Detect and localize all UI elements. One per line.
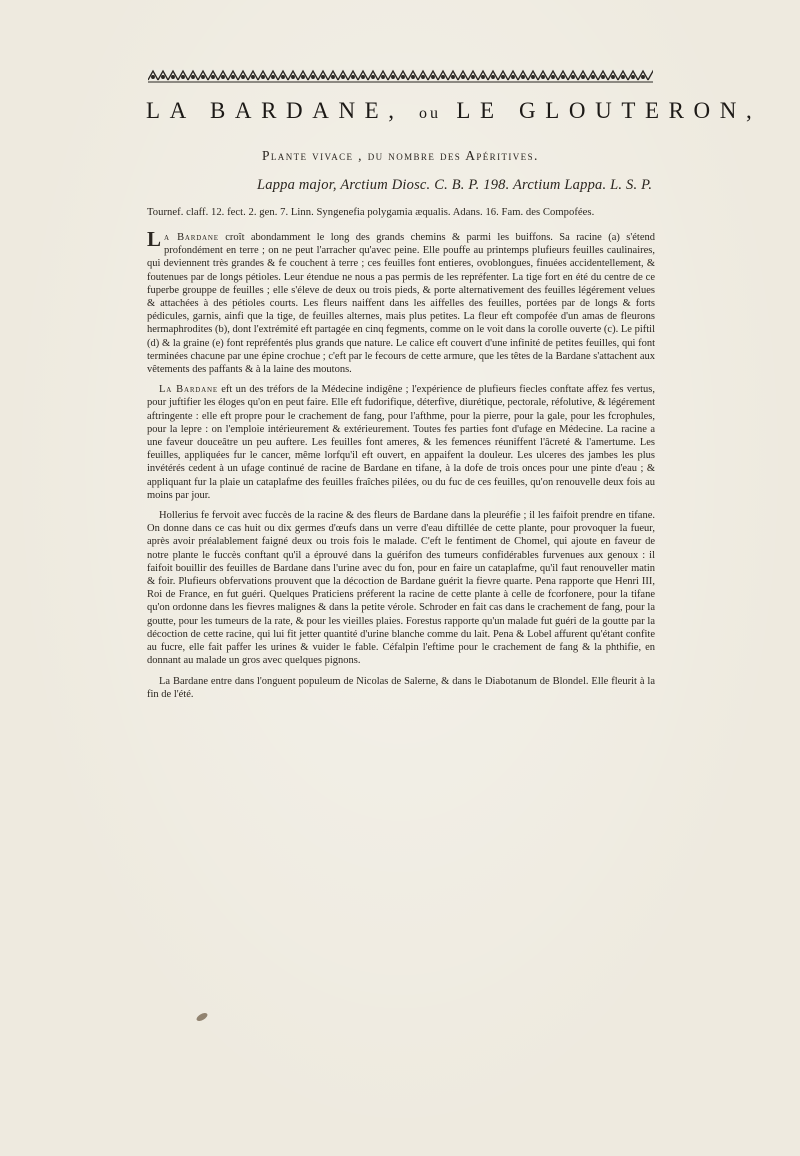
ornament-dot — [502, 76, 505, 79]
ornament-dot — [352, 76, 355, 79]
ornament-dot — [212, 76, 215, 79]
ornament-dot — [412, 76, 415, 79]
ornament-dot — [202, 76, 205, 79]
ornament-dot — [562, 76, 565, 79]
ornament-dot — [292, 76, 295, 79]
ornament-dot — [232, 76, 235, 79]
page-subtitle: Plante vivace , du nombre des Apéritives. — [262, 148, 539, 163]
ink-stain — [195, 1011, 208, 1022]
ornament-dot — [282, 76, 285, 79]
ornament-dot — [572, 76, 575, 79]
ornament-dot — [642, 76, 645, 79]
ornament-dot — [372, 76, 375, 79]
ornament-dot — [592, 76, 595, 79]
paragraph-1-lead: a Bardane — [164, 232, 219, 243]
ornament-dot — [602, 76, 605, 79]
classification-line: Tournef. claff. 12. fect. 2. gen. 7. Linn. Syngenefia polygamia æqualis. Adans. 16. Fam. des Compofées. — [147, 207, 595, 218]
ornament-dot — [632, 76, 635, 79]
title-main: LA BARDANE, — [146, 98, 404, 123]
ornament-dot — [272, 76, 275, 79]
ornament-dot — [362, 76, 365, 79]
ornament-band — [148, 69, 653, 83]
ornament-dot — [312, 76, 315, 79]
ornament-dot — [322, 76, 325, 79]
ornament-dot — [472, 76, 475, 79]
ornament-dot — [542, 76, 545, 79]
ornament-dot — [342, 76, 345, 79]
ornament-dot — [182, 76, 185, 79]
ornament-dot — [152, 76, 155, 79]
ornament-dot — [462, 76, 465, 79]
paragraph-3: Hollerius fe fervoit avec fuccès de la racine & des fleurs de Bardane dans la pleuréfie ; il les faifoit prendre en tifane. On donne dans ce cas huit ou dix germes d'œufs dans un verre d'eau diftillée de cette plante, pour provoquer la fueur, après avoir préalablement faigné deux ou trois fois le malade. C'eft le fentiment de Chomel, qui ajoute en faveur de notre plante le fuccès conftant qu'il a éprouvé dans la guérifon des tumeurs confidérables furvenues aux genoux : il faifoit bouillir des feuilles de Bardane dans l'urine avec du fon, pour en faire un cataplafme, qu'il faut renouveller matin & foir. Plufieurs obfervations prouvent que la décoction de Bardane guérit la fievre quarte. Pena rapporte que Henri III, Roi de France, en fut guéri. Quelques Praticiens préferent la racine de cette plante à celle de fcorfonere, pour la tifane qu'on ordonne dans les fievres malignes & dans la petite vérole. Schroder en fait cas dans le crachement de fang, pour la goutte, pour les tumeurs de la rate, & pour les vieilles plaies. Forestus rapporte qu'un malade fut guéri de la goutte par la décoction de cette racine, qui lui fit jetter quantité d'urine blanche comme du lait. Pena & Lobel affurent qu'étant confite au fucre, elle fait paffer les urines & vuider le fable. Céfalpin l'eftime pour le crachement de fang & la phthifie, en donnant au malade un gros avec quelques pignons. — [147, 510, 655, 667]
drop-cap: L — [147, 227, 162, 251]
ornament-dot — [512, 76, 515, 79]
ornament-dot — [382, 76, 385, 79]
ornament-dot — [492, 76, 495, 79]
ornament-dot — [392, 76, 395, 79]
body-text — [147, 227, 656, 708]
ornament-dot — [192, 76, 195, 79]
page-title — [146, 98, 762, 124]
ornament-dot — [432, 76, 435, 79]
ornament-dot — [422, 76, 425, 79]
ornament-dot — [522, 76, 525, 79]
ornament-dot — [452, 76, 455, 79]
paragraph-1 — [147, 227, 655, 376]
ornament-dot — [582, 76, 585, 79]
paragraph-2 — [147, 383, 655, 502]
ornament-dot — [172, 76, 175, 79]
ornament-dot — [332, 76, 335, 79]
ornament-dot — [252, 76, 255, 79]
ornament-dot — [532, 76, 535, 79]
ornament-dot — [402, 76, 405, 79]
ornament-dot — [162, 76, 165, 79]
ornament-dot — [552, 76, 555, 79]
paragraph-2-lead: La Bardane — [159, 384, 218, 396]
title-ou: ou — [419, 105, 442, 122]
ornament-dot — [262, 76, 265, 79]
paragraph-2-text: eft un des tréfors de la Médecine indigêne ; l'expérience de plufieurs fiecles conftate affez fes vertus, pour juftifier les éloges qu'on en peut faire. Elle eft fudorifique, déterfive, diurétique, pectorale, réfolutive, & légérement aftringente : elle eft propre pour le crachement de fang, pour l'afthme, pour la pierre, pour la gale, pour les fcrophules, pour la lepre : on l'emploie intérieurement & extérieurement. Toutes fes parties font d'ufage en Médecine. La racine a une faveur douceâtre un peu auftere. Les feuilles font ameres, & les femences réuniffent l'âcreté & l'amertume. Les feuilles, appliquées fur le cancer, même lorfqu'il eft ouvert, en appaifent la douleur. Les ulceres des jambes les plus invétérés cedent à un ufage continué de racine de Bardane en tifane, à la dofe de trois onces pour une pinte d'eau ; & appliquant fur la plaie un cataplafme des feuilles fraîches pilées, ou du fuc de ces feuilles, qu'on renouvelle deux fois au moins par jour. — [147, 384, 656, 501]
title-second: LE GLOUTERON, — [456, 98, 762, 123]
ornament-dot — [482, 76, 485, 79]
paragraph-1-text: croît abondamment le long des grands chemins & parmi les buiffons. Sa racine (a) s'étend profondément en terre ; on ne peut l'arracher qu'avec peine. Elle pouffe au printemps plufieurs feuilles caulinaires, qui deviennent très grandes & fe couchent à terre ; ces feuilles font entieres, ovoblongues, finuées accidentellement, & foutenues par de longs pétioles. Leur étendue ne nous a pas permis de les repréfenter. La tige fort en été du centre de ce fuperbe grouppe de feuilles ; elle s'éleve de deux ou trois pieds, & porte alternativement des feuilles légérement velues & attachées à des pétioles courts. Les fleurs naiffent dans les aiffelles des feuilles, portées par de longs & forts pédicules, garnis, ainfi que la tige, de feuilles alternes, mais plus petites. La fleur eft compofée d'un amas de fleurons hermaphrodites (b), dont l'extrémité eft partagée en cinq fegments, comme on le voit dans la corolle ouverte (c). Le piftil (d) & la graine (e) font repréfentés plus grands que nature. Le calice eft couvert d'une infinité de petites feuilles, qui font terminées chacune par une épine crochue ; c'eft par le fecours de cette armure, que les têtes de la Bardane s'attachent aux vêtements des paffants & à la laine des moutons. — [147, 232, 655, 376]
ornament-dot — [222, 76, 225, 79]
latin-names: Lappa major, Arctium Diosc. C. B. P. 198. Arctium Lappa. L. S. P. — [257, 177, 653, 193]
ornament-dot — [612, 76, 615, 79]
ornament-dot — [442, 76, 445, 79]
ornament-dot — [622, 76, 625, 79]
ornament-dot — [302, 76, 305, 79]
ornament-dot — [242, 76, 245, 79]
paragraph-4: La Bardane entre dans l'onguent populeum de Nicolas de Salerne, & dans le Diabotanum de Blondel. Elle fleurit à la fin de l'été. — [147, 675, 655, 700]
